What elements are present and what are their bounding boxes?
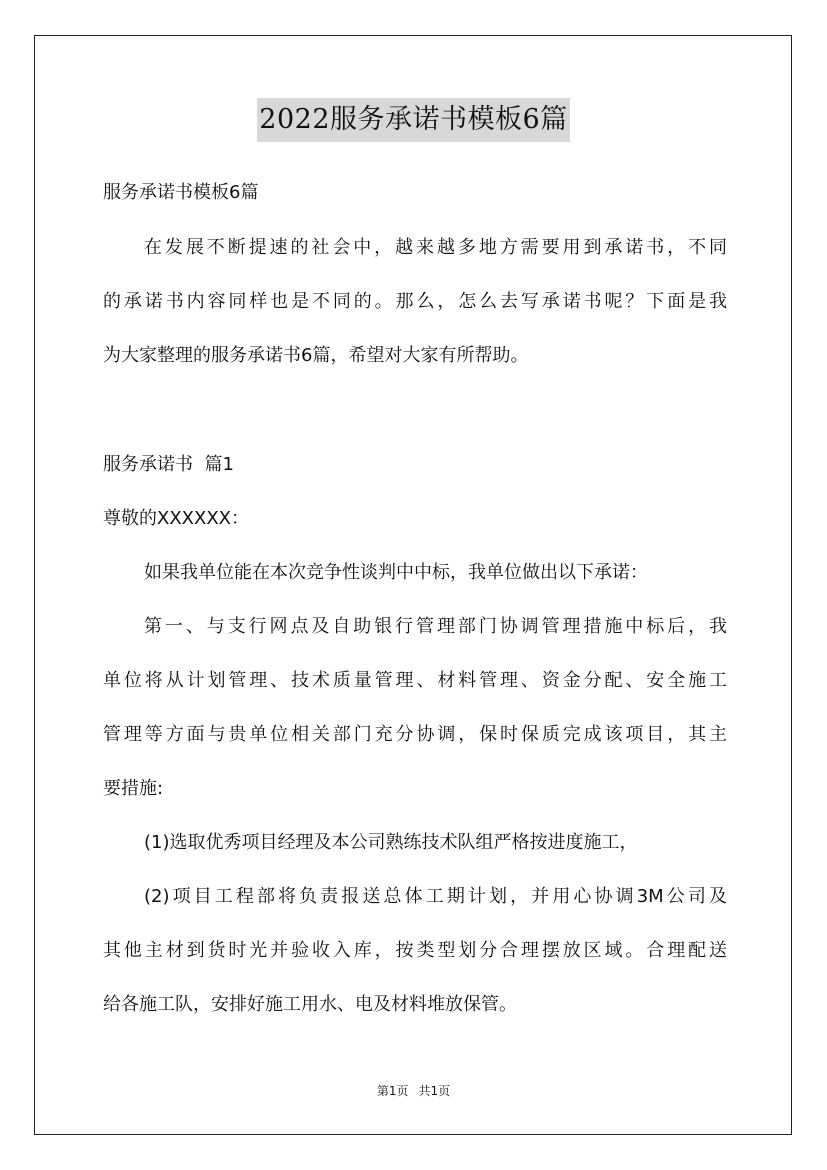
intro-line-2: 的承诺书内容同样也是不同的。那么，怎么去写承诺书呢？下面是我 (103, 291, 727, 312)
list-item-2-line-2: 其他主材到货时光并验收入库，按类型划分合理摆放区域。合理配送 (103, 940, 727, 961)
paragraph-2-line-1: 第一、与支行网点及自助银行管理部门协调管理措施中标后，我 (144, 616, 727, 637)
list-item-1: (1)选取优秀项目经理及本公司熟练技术队组严格按进度施工， (144, 832, 638, 853)
document-subtitle: 服务承诺书模板6篇 (103, 182, 259, 203)
intro-line-3: 为大家整理的服务承诺书6篇，希望对大家有所帮助。 (103, 345, 529, 366)
section-heading: 服务承诺书 篇1 (103, 454, 234, 475)
intro-line-1: 在发展不断提速的社会中，越来越多地方需要用到承诺书，不同 (144, 237, 727, 258)
list-item-2-line-3: 给各施工队，安排好施工用水、电及材料堆放保管。 (103, 994, 517, 1015)
list-item-2-line-1: (2)项目工程部将负责报送总体工期计划，并用心协调3M公司及 (144, 886, 727, 907)
page-number: 第1页 (376, 1084, 409, 1098)
page-total: 共1页 (418, 1084, 451, 1098)
salutation: 尊敬的XXXXXX： (103, 508, 249, 529)
paragraph-2-line-3: 管理等方面与贵单位相关部门充分协调，保时保质完成该项目，其主 (103, 724, 727, 745)
title-container (0, 98, 827, 142)
document-title: 2022服务承诺书模板6篇 (257, 98, 569, 142)
paragraph-1: 如果我单位能在本次竞争性谈判中中标，我单位做出以下承诺： (144, 562, 648, 583)
paragraph-2-line-2: 单位将从计划管理、技术质量管理、材料管理、资金分配、安全施工 (103, 670, 727, 691)
page-footer (0, 1082, 827, 1099)
paragraph-2-line-4: 要措施: (103, 778, 164, 799)
